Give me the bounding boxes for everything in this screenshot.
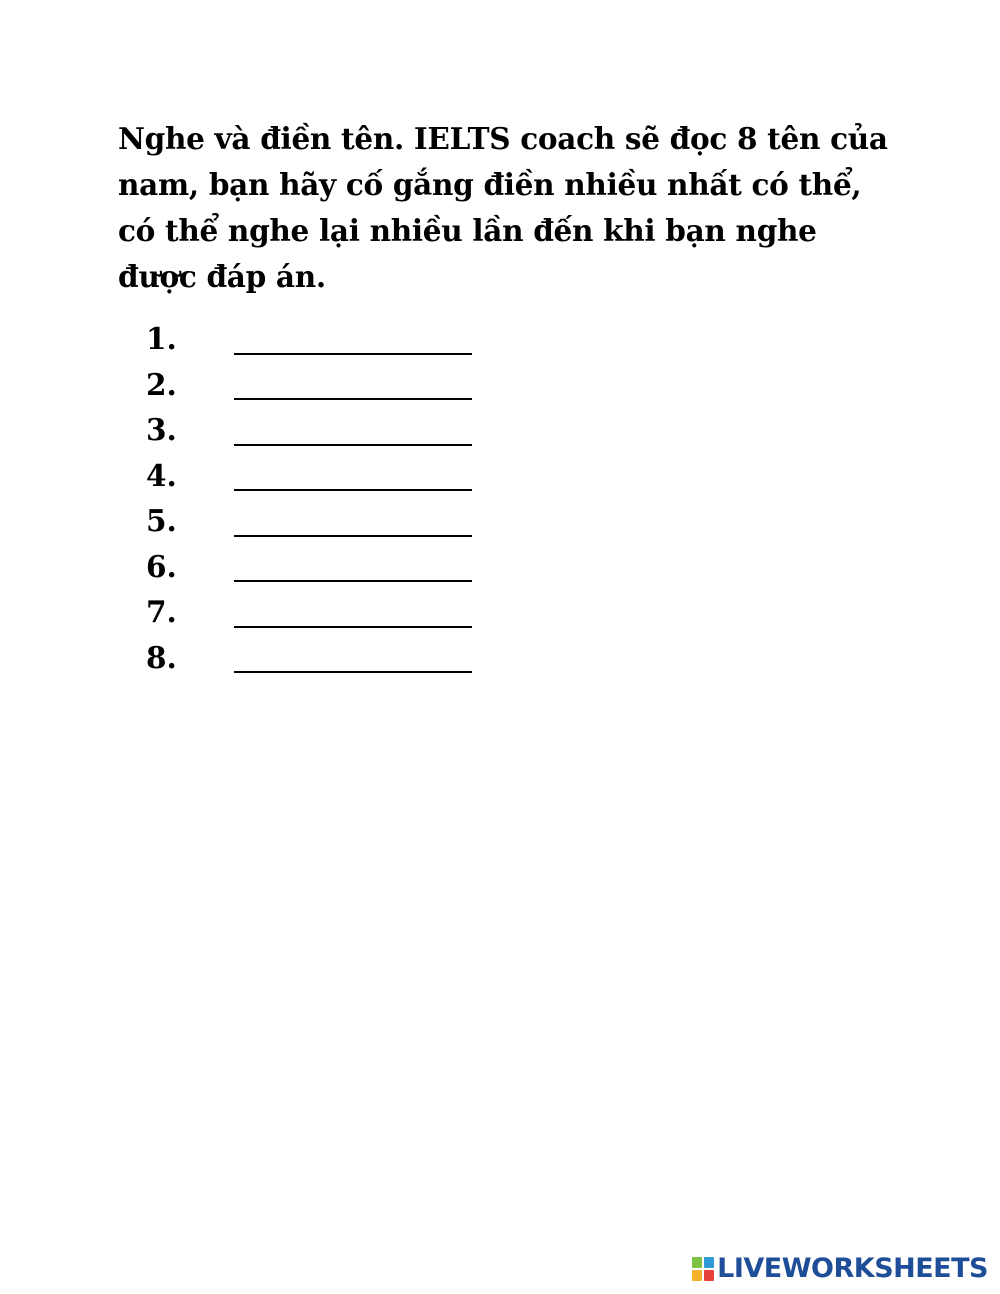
list-item (146, 362, 472, 408)
logo-square (692, 1270, 702, 1281)
answer-blank-5[interactable] (234, 509, 472, 537)
liveworksheets-brand[interactable] (692, 1254, 988, 1284)
logo-square (704, 1270, 714, 1281)
list-item (146, 635, 472, 681)
answer-blank-4[interactable] (234, 463, 472, 491)
instructions-text: Nghe và điền tên. IELTS coach sẽ đọc 8 tên của nam, bạn hãy cố gắng điền nhiều nhất có thể, có thể nghe lại nhiều lần đến khi bạn nghe được đáp án. (118, 121, 888, 294)
item-number: 5. (146, 503, 177, 539)
logo-square (692, 1257, 702, 1268)
answer-list (146, 316, 472, 680)
liveworksheets-logo-icon (692, 1257, 714, 1281)
answer-blank-6[interactable] (234, 554, 472, 582)
item-number: 1. (146, 321, 177, 357)
list-item (146, 544, 472, 590)
answer-blank-3[interactable] (234, 418, 472, 446)
brand-name: LIVEWORKSHEETS (717, 1253, 988, 1284)
list-item (146, 407, 472, 453)
item-number: 6. (146, 548, 177, 584)
answer-blank-8[interactable] (234, 645, 472, 673)
answer-blank-7[interactable] (234, 600, 472, 628)
list-item (146, 589, 472, 635)
logo-square (704, 1257, 714, 1268)
item-number: 4. (146, 457, 177, 493)
list-item (146, 453, 472, 499)
answer-blank-2[interactable] (234, 372, 472, 400)
item-number: 3. (146, 412, 177, 448)
item-number: 7. (146, 594, 177, 630)
answer-blank-1[interactable] (234, 327, 472, 355)
list-item (146, 498, 472, 544)
list-item (146, 316, 472, 362)
item-number: 8. (146, 639, 177, 675)
item-number: 2. (146, 366, 177, 402)
